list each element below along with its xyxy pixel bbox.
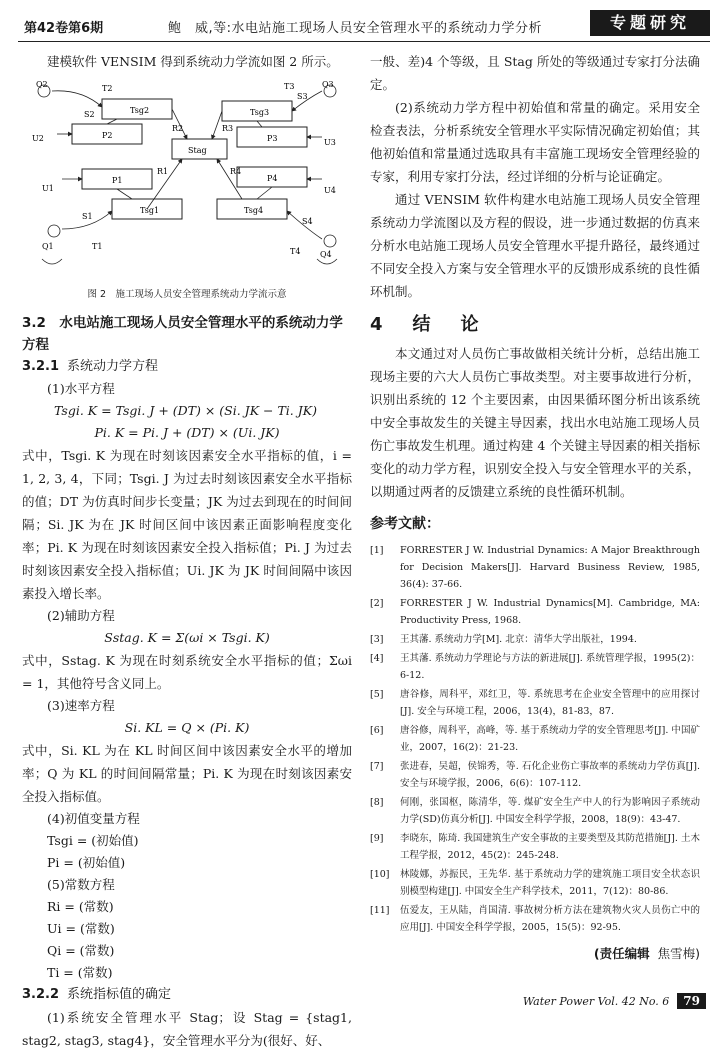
label-u1: U1 [42,184,54,193]
label-s3: S3 [297,92,308,101]
section-badge: 专题研究 [590,10,710,36]
label-t1: T1 [92,242,103,251]
label-s2: S2 [84,110,95,119]
equation-3: Sstag. K = Σ(ωi × Tsgi. K) [104,630,270,645]
label-q3: Q3 [322,80,334,89]
reference-item: [3] 王其藩. 系统动力学[M]. 北京：清华大学出版社，1994. [370,634,637,645]
cloud-q4-icon [324,235,336,247]
reference-item: [6] 唐谷修，周科平，高峰，等. 基于系统动力学的安全管理思考[J]. 中国矿业，2007，16(2)：21-23. [370,725,700,753]
reference-item: [5] 唐谷修，周科平，邓红卫，等. 系统思考在企业安全管理中的应用探讨[J]. 安全与环境工程，2006，13(4)，81-83，87. [370,689,700,717]
equation-4: Si. KL = Q × (Pi. K) [124,720,250,735]
label-t2: T2 [102,84,113,93]
label-tsg4: Tsg4 [244,206,264,215]
section-3-2-1-heading: 3.2.1 系统动力学方程 [22,359,159,374]
editor-note: (责任编辑 焦雪梅) [593,946,700,961]
journal-volume: 第42卷第6期 [24,21,104,36]
reference-item: [9] 李晓东，陈琦. 我国建筑生产安全事故的主要类型及其防范措施[J]. 土木工程学报，2012，45(2)：245-248. [370,833,700,861]
figure-caption: 图 2 施工现场人员安全管理系统动力学流示意 [87,289,287,300]
label-tsg1: Tsg1 [140,206,160,215]
page-header [18,8,710,42]
label-r3: R3 [222,124,234,133]
label-u2: U2 [32,134,44,143]
page-footer [523,993,706,1009]
paragraph-2: 式中，Sstag. K 为现在时刻系统安全水平指标的值；Σωi = 1，其他符号含义同上。 [22,653,352,691]
label-p1: P1 [112,176,123,185]
label-s1: S1 [82,212,93,221]
reference-item: [10] 林陵娜，苏振民，王先华. 基于系统动力学的建筑施工项目安全状态识别模型构建[J]. 中国安全生产科学技术，2011，7(12)：80-86. [370,869,700,897]
paragraph-4: (1)系统安全管理水平 Stag；设 Stag = {stag1, stag2, stag3, stag4}，安全管理水平分为(很好、好、 [22,1010,352,1048]
rate-equation-label: (3)速率方程 [47,698,115,713]
running-title: 鲍 威,等:水电站施工现场人员安全管理水平的系统动力学分析 [168,21,543,36]
reference-item: [7] 张进春，吴超，侯锦秀，等. 石化企业伤亡事故率的系统动力学仿真[J]. 安全与环境学报，2006，6(6)：107-112. [370,761,700,789]
reference-item: [4] 王其藩. 系统动力学理论与方法的新进展[J]. 系统管理学报，1995(2)：6-12. [370,653,700,681]
label-s4: S4 [302,217,313,226]
equation-2: Pi. K = Pi. J + (DT) × (Ui. JK) [94,425,280,440]
const-value-1: Ri = (常数) [47,899,114,914]
flow-diagram-svg [22,79,352,279]
label-stag: Stag [188,146,207,155]
section-4-heading: 4 结 论 [370,314,485,335]
init-equation-label: (4)初值变量方程 [47,811,140,826]
label-r1: R1 [157,167,169,176]
reference-item: [11] 伍爱友，王从陆，肖国清. 事故树分析方法在建筑物火灾人员伤亡中的应用[J]. 中国安全科学学报，2005，15(5)：92-95. [370,905,700,933]
page-number: 79 [677,993,706,1009]
label-r2: R2 [172,124,184,133]
reference-list [370,542,700,936]
label-r4: R4 [230,167,242,176]
label-p4: P4 [267,174,278,183]
label-t4: T4 [290,247,301,256]
label-q1: Q1 [42,242,54,251]
label-t3: T3 [284,82,295,91]
right-column [370,50,700,965]
reference-item: [2] FORRESTER J W. Industrial Dynamics[M]. Cambridge, MA: Productivity Press, 1968. [370,598,700,626]
label-q4: Q4 [320,250,332,259]
intro-paragraph: 建模软件 VENSIM 得到系统动力学流如图 2 所示。 [47,54,339,69]
paragraph-5: 一般、差)4 个等级，且 Stag 所处的等级通过专家打分法确定。 [370,54,700,92]
init-value-1: Tsgi = (初始值) [47,833,139,848]
label-tsg2: Tsg2 [130,106,150,115]
const-value-3: Qi = (常数) [47,943,115,958]
label-tsg3: Tsg3 [250,108,270,117]
left-column [22,50,352,1052]
references-heading: 参考文献： [370,516,440,532]
paragraph-1: 式中，Tsgi. K 为现在时刻该因素安全水平指标的值，i = 1, 2, 3, 4，下同；Tsgi. J 为过去时刻该因素安全水平指标的值；DT 为仿真时间步长变量；JK 为过去到现在的时间间隔；Si. JK 为在 JK 时间区间中该因素正面影响程度变化率；Pi. K 为现在时刻该因素安全投入指标值；Pi. J 为过去时刻该因素安全投入指标值；Ui. JK 为 JK 时间间隔中该因素投入增长率。 [22,448,352,601]
sd-flow-diagram [22,79,352,279]
paragraph-8: 本文通过对人员伤亡事故做相关统计分析，总结出施工现场主要的六大人员伤亡事故类型。对主要事故进行分析，识别出系统的 12 个主要因素，由因果循环图分析出该系统中安全事故发生的关键主导因素，找出水电站施工现场人员伤亡事故发生机理。通过构建 4 个关键主导因素的相关指标变化的动力学方程，识别安全投入与安全管理水平的关系，以期通过两者的反馈建立系统的良性循环机制。 [370,346,700,499]
section-3-2-heading: 3.2 水电站施工现场人员安全管理水平的系统动力学方程 [22,315,343,353]
cloud-q1-icon [48,225,60,237]
aux-equation-label: (2)辅助方程 [47,608,115,623]
reference-item: [1] FORRESTER J W. Industrial Dynamics: A Major Breakthrough for Decision Makers[J]. Harvard Business Review, 1985, 36(4): 37-66. [370,545,700,590]
label-p3: P3 [267,134,278,143]
section-3-2-2-heading: 3.2.2 系统指标值的确定 [22,987,172,1002]
reference-item: [8] 何刚，张国枢，陈清华，等. 煤矿安全生产中人的行为影响因子系统动力学(SD)仿真分析[J]. 中国安全科学学报，2008，18(9)：43-47. [370,797,700,825]
const-value-2: Ui = (常数) [47,921,115,936]
label-q2: Q2 [36,80,48,89]
label-u3: U3 [324,138,336,147]
equation-1: Tsgi. K = Tsgi. J + (DT) × (Si. JK − Ti. JK) [54,403,317,418]
paragraph-7: 通过 VENSIM 软件构建水电站施工现场人员安全管理系统动力学流图以及方程的假设，进一步通过数据的仿真来分析水电站施工现场人员安全管理水平提升路径，最终通过不同安全投入方案与安全管理水平的反馈形成系统的良性循环机制。 [370,192,700,299]
footer-journal: Water Power Vol. 42 No. 6 [522,994,670,1008]
const-equation-label: (5)常数方程 [47,877,115,892]
label-p2: P2 [102,131,113,140]
init-value-2: Pi = (初始值) [47,855,126,870]
level-equation-label: (1)水平方程 [47,381,115,396]
label-u4: U4 [324,186,336,195]
const-value-4: Ti = (常数) [47,965,113,980]
paragraph-6: (2)系统动力学方程中初始值和常量的确定。采用安全检查表法，分析系统安全管理水平实际情况确定初始值；其他初始值和常量通过选取具有丰富施工现场安全管理经验的专家，利用专家打分法，经过详细的分析与论证确定。 [370,100,700,184]
paragraph-3: 式中，Si. KL 为在 KL 时间区间中该因素安全水平的增加率；Q 为 KL 的时间间隔常量；Pi. K 为现在时刻该因素安全投入指标值。 [22,743,352,804]
